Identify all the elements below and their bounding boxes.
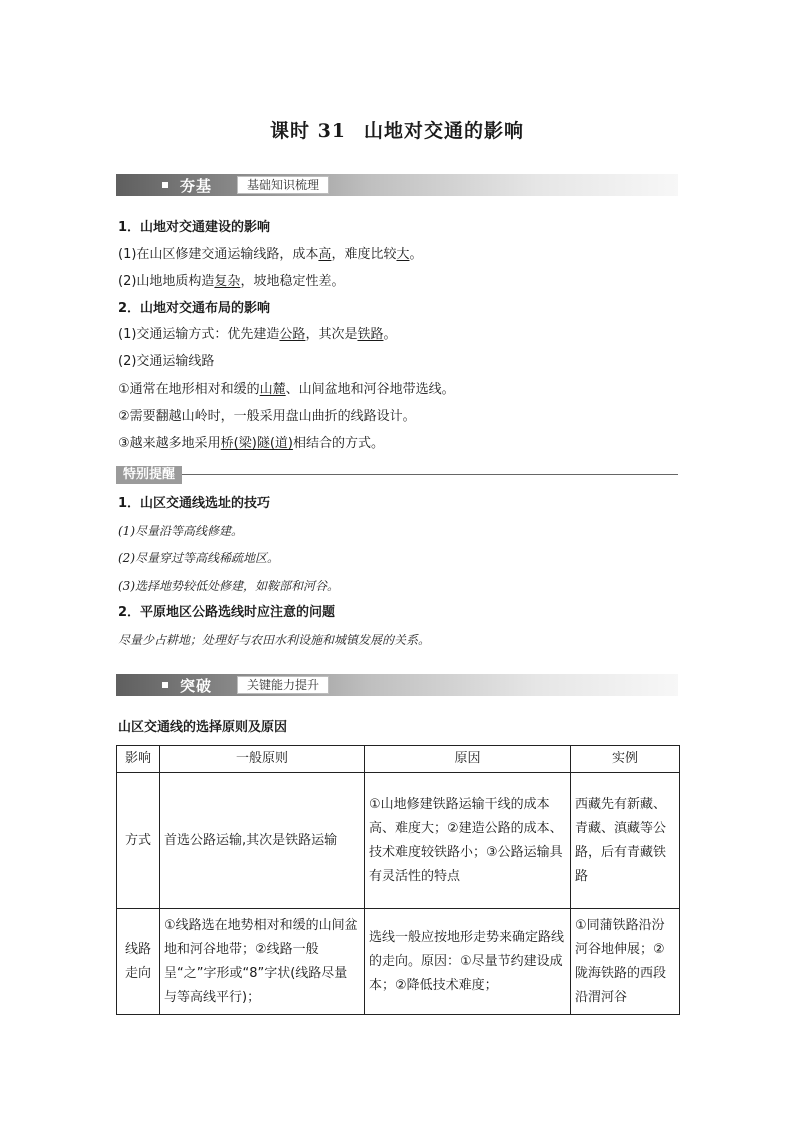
tip-divider — [182, 474, 678, 475]
knowledge-line-4: (2)交通运输线路 — [118, 354, 215, 369]
knowledge-line-5: ①通常在地形相对和缓的山麓、山间盆地和河谷地带选线。 — [118, 382, 455, 397]
tip-line-1: (1)尽量沿等高线修建。 — [118, 524, 243, 538]
answer-blank: 公路 — [279, 327, 306, 342]
knowledge-line-7: ③越来越多地采用桥(梁)隧(道)相结合的方式。 — [118, 436, 384, 451]
table-header-row — [117, 746, 680, 773]
banner-sub-label: 基础知识梳理 — [237, 176, 329, 194]
cell-reason: 选线一般应按地形走势来确定路线的走向。原因：①尽量节约建设成本；②降低技术难度； — [365, 909, 571, 1015]
tip-line-3: (3)选择地势较低处修建，如鞍部和河谷。 — [118, 579, 339, 593]
knowledge-line-6: ②需要翻越山岭时，一般采用盘山曲折的线路设计。 — [118, 409, 416, 424]
lesson-number: 课时 31 — [269, 120, 347, 142]
header-reason: 原因 — [365, 746, 571, 773]
answer-blank: 山麓 — [259, 382, 286, 397]
answer-blank: 复杂 — [214, 274, 241, 289]
table-row — [117, 773, 680, 909]
cell-principle: 首选公路运输,其次是铁路运输 — [160, 773, 365, 909]
section-banner-breakthrough — [116, 674, 678, 696]
section-banner-basics — [116, 174, 678, 196]
table-caption: 山区交通线的选择原则及原因 — [118, 720, 288, 735]
lesson-title: 山地对交通的影响 — [364, 120, 525, 142]
cell-example: 西藏先有新藏、青藏、滇藏等公路，后有青藏铁路 — [571, 773, 680, 909]
cell-influence: 线路走向 — [117, 909, 160, 1015]
tip-heading-1: 1．山区交通线选址的技巧 — [118, 496, 271, 511]
header-principle: 一般原则 — [160, 746, 365, 773]
knowledge-line-1: (1)在山区修建交通运输线路，成本高，难度比较大。 — [118, 247, 423, 262]
banner-sub-label: 关键能力提升 — [237, 676, 329, 694]
header-influence: 影响 — [117, 746, 160, 773]
page-title — [0, 116, 794, 143]
answer-blank: 隧(道) — [256, 436, 293, 451]
knowledge-heading-2: 2．山地对交通布局的影响 — [118, 301, 271, 316]
answer-blank: 大 — [396, 247, 410, 262]
principles-table — [116, 745, 680, 1015]
knowledge-line-3: (1)交通运输方式：优先建造公路，其次是铁路。 — [118, 327, 397, 342]
banner-square-icon — [162, 182, 168, 188]
tip-heading-2: 2．平原地区公路选线时应注意的问题 — [118, 605, 336, 620]
tip-line-4: 尽量少占耕地；处理好与农田水利设施和城镇发展的关系。 — [118, 633, 431, 647]
banner-square-icon — [162, 682, 168, 688]
cell-principle: ①线路选在地势相对和缓的山间盆地和河谷地带；②线路一般呈“之”字形或“8”字状(线路尽量与等高线平行)； — [160, 909, 365, 1015]
banner-main-label: 突破 — [180, 677, 213, 695]
tip-line-2: (2)尽量穿过等高线稀疏地区。 — [118, 551, 279, 565]
header-example: 实例 — [571, 746, 680, 773]
table-row — [117, 909, 680, 1015]
cell-reason: ①山地修建铁路运输干线的成本高、难度大；②建造公路的成本、技术难度较铁路小；③公路运输具有灵活性的特点 — [365, 773, 571, 909]
special-tip-label: 特别提醒 — [116, 466, 182, 484]
answer-blank: 桥(梁) — [220, 436, 257, 451]
cell-example: ①同蒲铁路沿汾河谷地伸展；②陇海铁路的西段沿渭河谷 — [571, 909, 680, 1015]
cell-influence: 方式 — [117, 773, 160, 909]
banner-main-label: 夯基 — [180, 177, 213, 195]
answer-blank: 高 — [318, 247, 332, 262]
knowledge-line-2: (2)山地地质构造复杂，坡地稳定性差。 — [118, 274, 345, 289]
answer-blank: 铁路 — [357, 327, 384, 342]
knowledge-heading-1: 1．山地对交通建设的影响 — [118, 220, 271, 235]
